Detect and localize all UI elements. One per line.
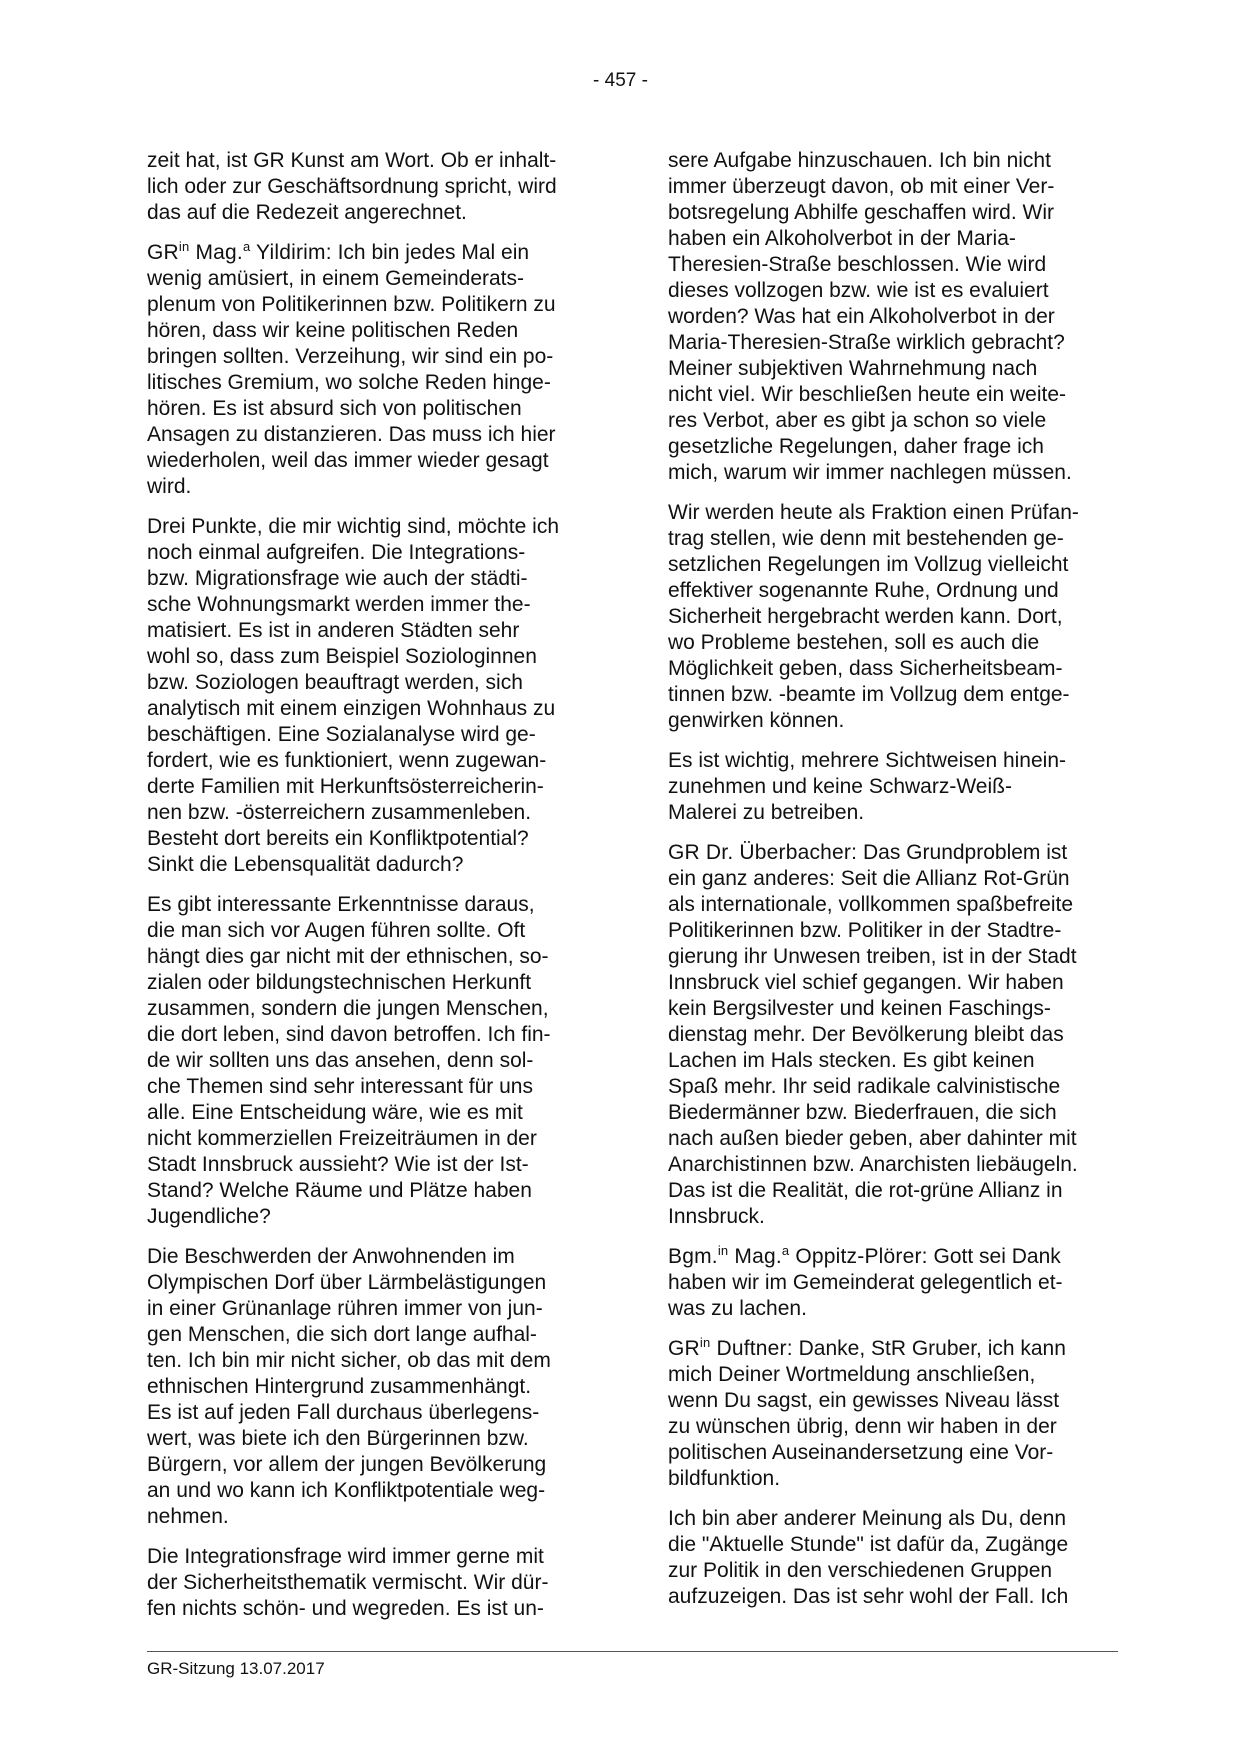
- speaker-name: [668, 1245, 928, 1268]
- text-line: Malerei zu betreiben.: [668, 801, 865, 824]
- text-line: Jugendliche?: [147, 1205, 271, 1228]
- speaker-name: [668, 841, 857, 864]
- text-line: analytisch mit einem einzigen Wohnhaus zu: [147, 697, 556, 720]
- text-line: gierung ihr Unwesen treiben, ist in der Stadt: [668, 945, 1077, 968]
- line-text: Danke, StR Gruber, ich kann: [792, 1337, 1066, 1360]
- text-line: beschäftigen. Eine Sozialanalyse wird ge-: [147, 723, 536, 746]
- text-line: Das ist die Realität, die rot-grüne Allianz in: [668, 1179, 1063, 1202]
- speaker-name: Oppitz-Plörer:: [789, 1245, 928, 1268]
- text-line: zeit hat, ist GR Kunst am Wort. Ob er inhalt-: [147, 149, 557, 172]
- text-line: die dort leben, sind davon betroffen. Ich fin-: [147, 1023, 551, 1046]
- text-line: [668, 1244, 1118, 1270]
- text-line: immer überzeugt davon, ob mit einer Ver-: [668, 175, 1055, 198]
- text-line: ethnischen Hintergrund zusammenhängt.: [147, 1375, 532, 1398]
- text-line: haben ein Alkoholverbot in der Maria-: [668, 227, 1016, 250]
- text-line: das auf die Redezeit angerechnet.: [147, 201, 467, 224]
- text-line: zialen oder bildungstechnischen Herkunft: [147, 971, 532, 994]
- text-line: gesetzliche Regelungen, daher frage ich: [668, 435, 1044, 458]
- text-line: Es ist auf jeden Fall durchaus überlegens-: [147, 1401, 540, 1424]
- text-line: res Verbot, aber es gibt ja schon so viele: [668, 409, 1047, 432]
- text-line: nehmen.: [147, 1505, 229, 1528]
- text-line: worden? Was hat ein Alkoholverbot in der: [668, 305, 1055, 328]
- speaker-prefix: Bgm.: [668, 1245, 718, 1268]
- text-line: bringen sollten. Verzeihung, wir sind ein po-: [147, 345, 554, 368]
- text-line: Es ist wichtig, mehrere Sichtweisen hinein-: [668, 749, 1066, 772]
- text-line: nach außen bieder geben, aber dahinter mit: [668, 1127, 1077, 1150]
- speaker-prefix: GR Dr. Überbacher:: [668, 841, 858, 864]
- line-text: Das Grundproblem ist: [857, 841, 1068, 864]
- text-line: fordert, wie es funktioniert, wenn zugewan-: [147, 749, 547, 772]
- text-line: dieses vollzogen bzw. wie ist es evaluiert: [668, 279, 1049, 302]
- text-line: Ich bin aber anderer Meinung als Du, denn: [668, 1507, 1067, 1530]
- paragraph: [147, 148, 597, 226]
- text-line: Es gibt interessante Erkenntnisse daraus,: [147, 893, 535, 916]
- text-line: Maria-Theresien-Straße wirklich gebracht?: [668, 331, 1065, 354]
- footer-divider: [147, 1651, 1118, 1652]
- paragraph: [668, 1336, 1118, 1492]
- text-line: [668, 840, 1118, 866]
- text-line: Sicherheit hergebracht werden kann. Dort,: [668, 605, 1063, 628]
- text-line: mich Deiner Wortmeldung anschließen,: [668, 1363, 1036, 1386]
- footer-label: GR-Sitzung 13.07.2017: [147, 1659, 325, 1678]
- text-line: wo Probleme bestehen, soll es auch die: [668, 631, 1040, 654]
- text-line: [668, 1336, 1118, 1362]
- text-line: aufzuzeigen. Das ist sehr wohl der Fall. Ich: [668, 1585, 1069, 1608]
- speaker-sup1: in: [699, 1335, 711, 1350]
- text-line: der Sicherheitsthematik vermischt. Wir dür-: [147, 1571, 549, 1594]
- text-line: trag stellen, wie denn mit bestehenden ge-: [668, 527, 1064, 550]
- text-line: als internationale, vollkommen spaßbefreite: [668, 893, 1074, 916]
- text-line: derte Familien mit Herkunftsösterreicherin-: [147, 775, 544, 798]
- text-line: wenig amüsiert, in einem Gemeinderats-: [147, 267, 524, 290]
- text-line: zunehmen und keine Schwarz-Weiß-: [668, 775, 1012, 798]
- text-line: Stand? Welche Räume und Plätze haben: [147, 1179, 532, 1202]
- text-line: lich oder zur Geschäftsordnung spricht, wird: [147, 175, 557, 198]
- speaker-sup2: a: [781, 1243, 790, 1258]
- text-line: Spaß mehr. Ihr seid radikale calvinistische: [668, 1075, 1061, 1098]
- text-line: bildfunktion.: [668, 1467, 781, 1490]
- speaker-mid: Mag.: [189, 241, 243, 264]
- text-line: Biedermänner bzw. Biederfrauen, die sich: [668, 1101, 1057, 1124]
- speaker-sup2: a: [242, 239, 251, 254]
- text-line: wohl so, dass zum Beispiel Soziologinnen: [147, 645, 537, 668]
- paragraph: [668, 1244, 1118, 1322]
- text-line: bzw. Soziologen beauftragt werden, sich: [147, 671, 523, 694]
- text-line: die "Aktuelle Stunde" ist dafür da, Zugänge: [668, 1533, 1069, 1556]
- paragraph: [147, 1244, 597, 1530]
- text-line: alle. Eine Entscheidung wäre, wie es mit: [147, 1101, 523, 1124]
- text-line: genwirken können.: [668, 709, 845, 732]
- text-line: die man sich vor Augen führen sollte. Oft: [147, 919, 526, 942]
- text-line: Sinkt die Lebensqualität dadurch?: [147, 853, 464, 876]
- text-line: sere Aufgabe hinzuschauen. Ich bin nicht: [668, 149, 1051, 172]
- speaker-prefix: GR: [147, 241, 179, 264]
- page-number: - 457 -: [593, 70, 648, 91]
- text-line: Anarchistinnen bzw. Anarchisten liebäugeln.: [668, 1153, 1078, 1176]
- text-line: in einer Grünanlage rühren immer von jun-: [147, 1297, 543, 1320]
- text-line: kein Bergsilvester und keinen Faschings-: [668, 997, 1051, 1020]
- text-line: politischen Auseinandersetzung eine Vor-: [668, 1441, 1054, 1464]
- text-line: Die Integrationsfrage wird immer gerne mit: [147, 1545, 544, 1568]
- text-line: Die Beschwerden der Anwohnenden im: [147, 1245, 515, 1268]
- text-line: nicht kommerziellen Freizeiträumen in der: [147, 1127, 537, 1150]
- text-line: wird.: [147, 475, 192, 498]
- paragraph: [147, 892, 597, 1230]
- text-line: an und wo kann ich Konfliktpotentiale weg-: [147, 1479, 546, 1502]
- text-line: effektiver sogenannte Ruhe, Ordnung und: [668, 579, 1059, 602]
- text-line: botsregelung Abhilfe geschaffen wird. Wir: [668, 201, 1054, 224]
- speaker-name: Duftner:: [710, 1337, 793, 1360]
- text-line: hören. Es ist absurd sich von politischen: [147, 397, 522, 420]
- text-line: hören, dass wir keine politischen Reden: [147, 319, 519, 342]
- text-line: Wir werden heute als Fraktion einen Prüfan-: [668, 501, 1079, 524]
- speaker-name: Yildirim:: [250, 241, 332, 264]
- speaker-prefix: GR: [668, 1337, 700, 1360]
- right-column: [668, 148, 1118, 1624]
- text-line: hängt dies gar nicht mit der ethnischen, so-: [147, 945, 549, 968]
- text-line: noch einmal aufgreifen. Die Integrations-: [147, 541, 526, 564]
- text-line: zu wünschen übrig, denn wir haben in der: [668, 1415, 1057, 1438]
- paragraph: [147, 240, 597, 500]
- text-line: Theresien-Straße beschlossen. Wie wird: [668, 253, 1047, 276]
- text-line: mich, warum wir immer nachlegen müssen.: [668, 461, 1072, 484]
- text-line: Stadt Innsbruck aussieht? Wie ist der Ist-: [147, 1153, 529, 1176]
- text-line: gen Menschen, die sich dort lange aufhal-: [147, 1323, 537, 1346]
- text-line: Lachen im Hals stecken. Es gibt keinen: [668, 1049, 1035, 1072]
- left-column: [147, 148, 597, 1636]
- paragraph: [147, 1544, 597, 1622]
- paragraph: [668, 500, 1118, 734]
- text-line: de wir sollten uns das ansehen, denn sol-: [147, 1049, 534, 1072]
- text-line: wert, was biete ich den Bürgerinnen bzw.: [147, 1427, 529, 1450]
- text-line: Meiner subjektiven Wahrnehmung nach: [668, 357, 1038, 380]
- text-line: Besteht dort bereits ein Konfliktpotential?: [147, 827, 529, 850]
- text-line: wenn Du sagst, ein gewisses Niveau lässt: [668, 1389, 1060, 1412]
- paragraph: [668, 748, 1118, 826]
- text-line: was zu lachen.: [668, 1297, 807, 1320]
- text-line: Olympischen Dorf über Lärmbelästigungen: [147, 1271, 547, 1294]
- text-line: nen bzw. -österreichern zusammenleben.: [147, 801, 532, 824]
- text-line: zusammen, sondern die jungen Menschen,: [147, 997, 549, 1020]
- text-line: zur Politik in den verschiedenen Gruppen: [668, 1559, 1053, 1582]
- text-line: matisiert. Es ist in anderen Städten sehr: [147, 619, 520, 642]
- text-line: Drei Punkte, die mir wichtig sind, möchte ich: [147, 515, 559, 538]
- text-line: Bürgern, vor allem der jungen Bevölkerung: [147, 1453, 547, 1476]
- text-line: ten. Ich bin mir nicht sicher, ob das mit dem: [147, 1349, 551, 1372]
- text-line: sche Wohnungsmarkt werden immer the-: [147, 593, 531, 616]
- paragraph: [668, 1506, 1118, 1610]
- text-line: ein ganz anderes: Seit die Allianz Rot-Grün: [668, 867, 1070, 890]
- speaker-name: [147, 241, 332, 264]
- text-line: che Themen sind sehr interessant für uns: [147, 1075, 533, 1098]
- text-line: Ansagen zu distanzieren. Das muss ich hier: [147, 423, 556, 446]
- text-line: dienstag mehr. Der Bevölkerung bleibt das: [668, 1023, 1064, 1046]
- paragraph: [147, 514, 597, 878]
- text-line: setzlichen Regelungen im Vollzug vielleicht: [668, 553, 1069, 576]
- text-line: Innsbruck viel schief gegangen. Wir haben: [668, 971, 1064, 994]
- text-line: nicht viel. Wir beschließen heute ein weite-: [668, 383, 1067, 406]
- speaker-sup1: in: [178, 239, 190, 254]
- speaker-mid: Mag.: [728, 1245, 782, 1268]
- speaker-name: [668, 1337, 793, 1360]
- text-line: fen nichts schön- und wegreden. Es ist un-: [147, 1597, 544, 1620]
- paragraph: [668, 840, 1118, 1230]
- text-line: Möglichkeit geben, dass Sicherheitsbeam-: [668, 657, 1063, 680]
- paragraph: [668, 148, 1118, 486]
- text-line: bzw. Migrationsfrage wie auch der städti-: [147, 567, 528, 590]
- text-line: Politikerinnen bzw. Politiker in der Stadtre-: [668, 919, 1062, 942]
- text-line: plenum von Politikerinnen bzw. Politikern zu: [147, 293, 556, 316]
- text-line: haben wir im Gemeinderat gelegentlich et-: [668, 1271, 1063, 1294]
- line-text: Gott sei Dank: [927, 1245, 1061, 1268]
- text-line: tinnen bzw. -beamte im Vollzug dem entge-: [668, 683, 1070, 706]
- text-line: wiederholen, weil das immer wieder gesagt: [147, 449, 549, 472]
- line-text: Ich bin jedes Mal ein: [331, 241, 530, 264]
- text-line: Innsbruck.: [668, 1205, 765, 1228]
- speaker-sup1: in: [717, 1243, 729, 1258]
- text-line: litisches Gremium, wo solche Reden hinge-: [147, 371, 551, 394]
- text-line: [147, 240, 597, 266]
